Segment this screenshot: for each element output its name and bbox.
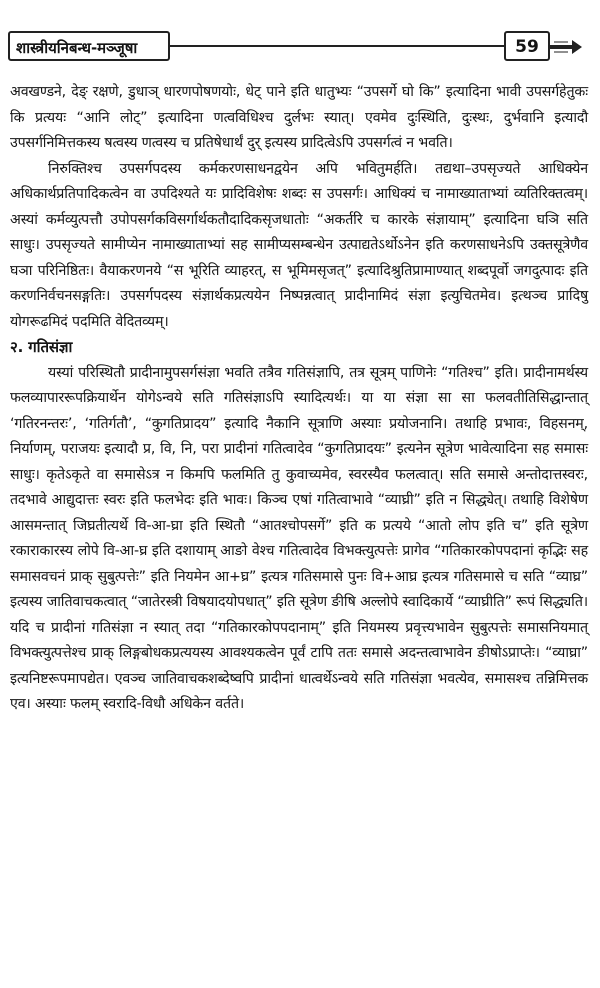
page-number: 59	[504, 31, 550, 61]
paragraph-1: अवखण्डने, देङ् रक्षणे, डुधाञ् धारणपोषणयोः, धेट् पाने इति धातुभ्यः “उपसर्गे घो कि” इत्यादिना भावी उपसर्गहेतुकः कि प्रत्ययः “आनि लोट्” इत्यादिना णत्वविधिश्च दुर्लभः स्यात्। एवमेव दुःस्थिति, दुःस्थः, दुर्भवानि इत्यादौ उपसर्गनिमित्तकस्य षत्वस्य णत्वस्य च प्रतिषेधार्थं दुर् इत्यस्य प्रादित्वेऽपि उपसर्गत्वं न भवति।	[10, 84, 588, 151]
paragraph-3: यस्यां परिस्थितौ प्रादीनामुपसर्गसंज्ञा भवति तत्रैव गतिसंज्ञापि, तत्र सूत्रम् पाणिनेः “गतिश्च” इति। प्रादीनामर्थस्य फलव्यापाररूपक्रियार्थेन योगेऽन्वये सति गतिसंज्ञाऽपि स्यादित्यर्थः। या या संज्ञा सा सा फलवतीतिसिद्धान्तात् ‘गतिरनन्तरः’, ‘गतिर्गतौ’, “कुगतिप्रादय” इत्यादि नैकानि सूत्राणि अस्याः प्रयोजनानि। तथाहि प्रभावः, विहसनम्, निर्याणम्, पराजयः इत्यादौ प्र, वि, नि, परा प्रादीनां गतित्वादेव “कुगतिप्रादयः” इत्यनेन सूत्रेण भावेत्यादिना सह समासः साधुः। कृतेऽकृते वा समासेऽत्र न किमपि फलमिति तु कुवाच्यमेव, स्वरस्यैव फलत्वात्। सति समासे अन्तोदात्तस्वरः, तदभावे आद्युदात्तः स्वरः इति फलभेदः इति भावः। किञ्च एषां गतित्वाभावे “व्याघ्री” इति न सिद्ध्येत्। तथाहि विशेषेण आसमन्तात् जिघ्रतीत्यर्थे वि-आ-घ्रा इति स्थितौ “आतश्चोपसर्गे” इति क प्रत्यये “आतो लोप इति च” इति सूत्रेण रकाराकारस्य लोपे वि-आ-घ्र इति दशायाम् आङो वेश्च गतित्वादेव विभक्त्युत्पत्तेः प्रागेव “गतिकारकोपपदानां कृद्भिः सह समासवचनं प्राक् सुबुत्पत्तेः” इति नियमेन आ+घ्र” इत्यत्र गतिसमासे पुनः वि+आघ्र इत्यत्र गतिसमासे च सति “व्याघ्र” इत्यस्य जातिवाचकत्वात् “जातेरस्त्री विषयादयोपधात्” इति सूत्रेण ङीषि अल्लोपे स्वादिकार्ये “व्याघ्रीति” रूपं सिद्ध्यति। यदि च प्रादीनां गतिसंज्ञा न स्यात् तदा “गतिकारकोपपदानाम्” इति नियमस्य प्रवृत्त्यभावेन सुबुत्पत्तेः समासनियमात् विभक्त्युत्पत्तेश्च प्राक् लिङ्गबोधकप्रत्ययस्य आवश्यकत्वेन पूर्वं टापि ततः समासे अदन्तत्वाभावेन ङीषोऽप्राप्तेः। “व्याघ्रा” इत्यनिष्टरूपमापद्येत। एवञ्च जातिवाचकशब्देष्वपि प्रादीनां धात्वर्थेऽन्वये सति गतिसंज्ञा भवत्येव, समासश्च तन्निमित्तक एव। अस्याः फलम् स्वरादि-विधौ अधिकेन वर्तते।	[10, 364, 588, 712]
running-title: शास्त्रीयनिबन्ध-मञ्जूषा	[8, 31, 170, 61]
header-rule	[168, 45, 504, 47]
section-heading: २. गतिसंज्ञा	[10, 338, 73, 356]
paragraph-2: निरुक्तिश्च उपसर्गपदस्य कर्मकरणसाधनद्वयेन अपि भवितुमर्हति। तद्यथा–उपसृज्यते आधिक्येन अधिकार्थप्रतिपादिकत्वेन वा उपदिश्यते यः प्रादिविशेषः शब्दः स उपसर्गः। आधिक्यं च नामाख्याताभ्यां व्यतिरिक्तत्वम्। अस्यां कर्मव्युत्पत्तौ उपोपसर्गकविसर्गार्थकतौदादिकसृजधातोः “अकर्तरि च कारके संज्ञायाम्” इत्यादिना घञि सति साधुः। उपसृज्यते सामीप्येन नामाख्याताभ्यां सह सामीप्यसम्बन्धेन उत्पाद्यतेऽर्थोऽनेन इति करणसाधनेऽपि उक्तसूत्रेणैव घञा परिनिष्ठितः। वैयाकरणनये “स भूरिति व्याहरत्, स भूमिमसृजत्” इत्यादिश्रुतिप्रामाण्यात् शब्दपूर्वो जगदुत्पादः इति करणनिर्वचनसङ्गतिः। उपसर्गपदस्य संज्ञार्थकप्रत्ययेन निष्पन्नत्वात् प्रादीनामिदं संज्ञा इत्युचितमेव। इत्थञ्च प्रादिषु योगरूढमिदं पदमिति वेदितव्यम्।	[10, 160, 588, 330]
arrow-ornament-icon	[550, 39, 582, 55]
main-text	[10, 80, 588, 718]
page-header	[8, 31, 593, 71]
